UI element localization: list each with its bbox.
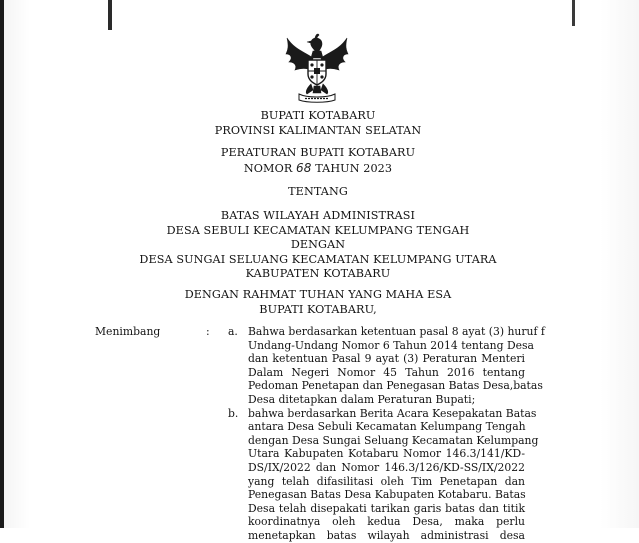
regulation-number [150,161,486,177]
item-text [248,406,539,543]
blessing-line: BUPATI KOTABARU, [259,302,377,316]
item-line: bahwa berdasarkan Berita Acara Kesepakatan Batas [248,406,537,420]
item-line: Desa ditetapkan dalam Peraturan Bupati; [248,392,476,406]
item-text [248,325,545,407]
item-line: Penegasan Batas Desa Kabupaten Kotabaru. Batas [248,488,526,502]
item-line: Desa telah disepakati tarikan garis batas dan titik [248,501,525,515]
about-block [150,185,486,200]
considering-label: Menimbang [95,325,161,338]
blessing-line: DENGAN RAHMAT TUHAN YANG MAHA ESA [184,288,452,301]
subject-line: DESA SUNGAI SELUANG KECAMATAN KELUMPANG UTARA [139,252,497,266]
issuer-title: BUPATI KOTABARU [260,109,376,122]
regulation-year: TAHUN 2023 [315,161,393,175]
regulation-block [150,146,486,176]
number-prefix: NOMOR [243,161,293,175]
item-line: Pedoman Penetapan dan Penegasan Batas Desa,batas [248,379,543,393]
list-item [228,406,539,543]
scan-mark-top-right [572,0,575,26]
blessing-block [150,288,486,317]
item-line: Bahwa berdasarkan ketentuan pasal 8 ayat (3) huruf f [248,325,545,338]
about-label: TENTANG [288,185,348,198]
regulation-title: PERATURAN BUPATI KOTABARU [220,146,416,159]
scan-edge-left [0,0,4,528]
subject-line: DESA SEBULI KECAMATAN KELUMPANG TENGAH [166,223,470,237]
item-line: antara Desa Sebuli Kecamatan Kelumpang Tengah [248,420,526,434]
subject-line: DENGAN [290,238,346,251]
header-block [150,109,486,138]
garuda-pancasila-emblem-icon [283,30,351,104]
subject-block [110,209,526,282]
subject-line: BATAS WILAYAH ADMINISTRASI [220,209,416,222]
considering-items [228,325,545,543]
item-line: Dalam Negeri Nomor 45 Tahun 2016 tentang [248,365,525,379]
item-line: dengan Desa Sungai Seluang Kecamatan Kelumpang [248,433,539,447]
item-line: Utara Kabupaten Kotabaru Nomor 146.3/141/KD- [248,447,525,461]
item-line: koordinatnya oleh kedua Desa, maka perlu [248,515,525,529]
handwritten-number: 68 [296,160,312,175]
province-title: PROVINSI KALIMANTAN SELATAN [214,123,422,137]
subject-line: KABUPATEN KOTABARU [245,267,391,280]
item-line: Undang-Undang Nomor 6 Tahun 2014 tentang Desa [248,338,534,352]
item-letter: a. [228,325,238,338]
item-line: dan ketentuan Pasal 9 ayat (3) Peraturan Menteri [248,352,525,366]
item-line: menetapkan batas wilayah administrasi desa [248,528,525,542]
item-line: DS/IX/2022 dan Nomor 146.3/126/KD-SS/IX/2022 [248,460,525,474]
scan-mark-top [108,0,112,30]
considering-colon: : [206,325,210,338]
list-item [228,325,545,407]
item-line: yang telah difasilitasi oleh Tim Penetapan dan [248,474,525,488]
item-letter: b. [228,406,239,420]
